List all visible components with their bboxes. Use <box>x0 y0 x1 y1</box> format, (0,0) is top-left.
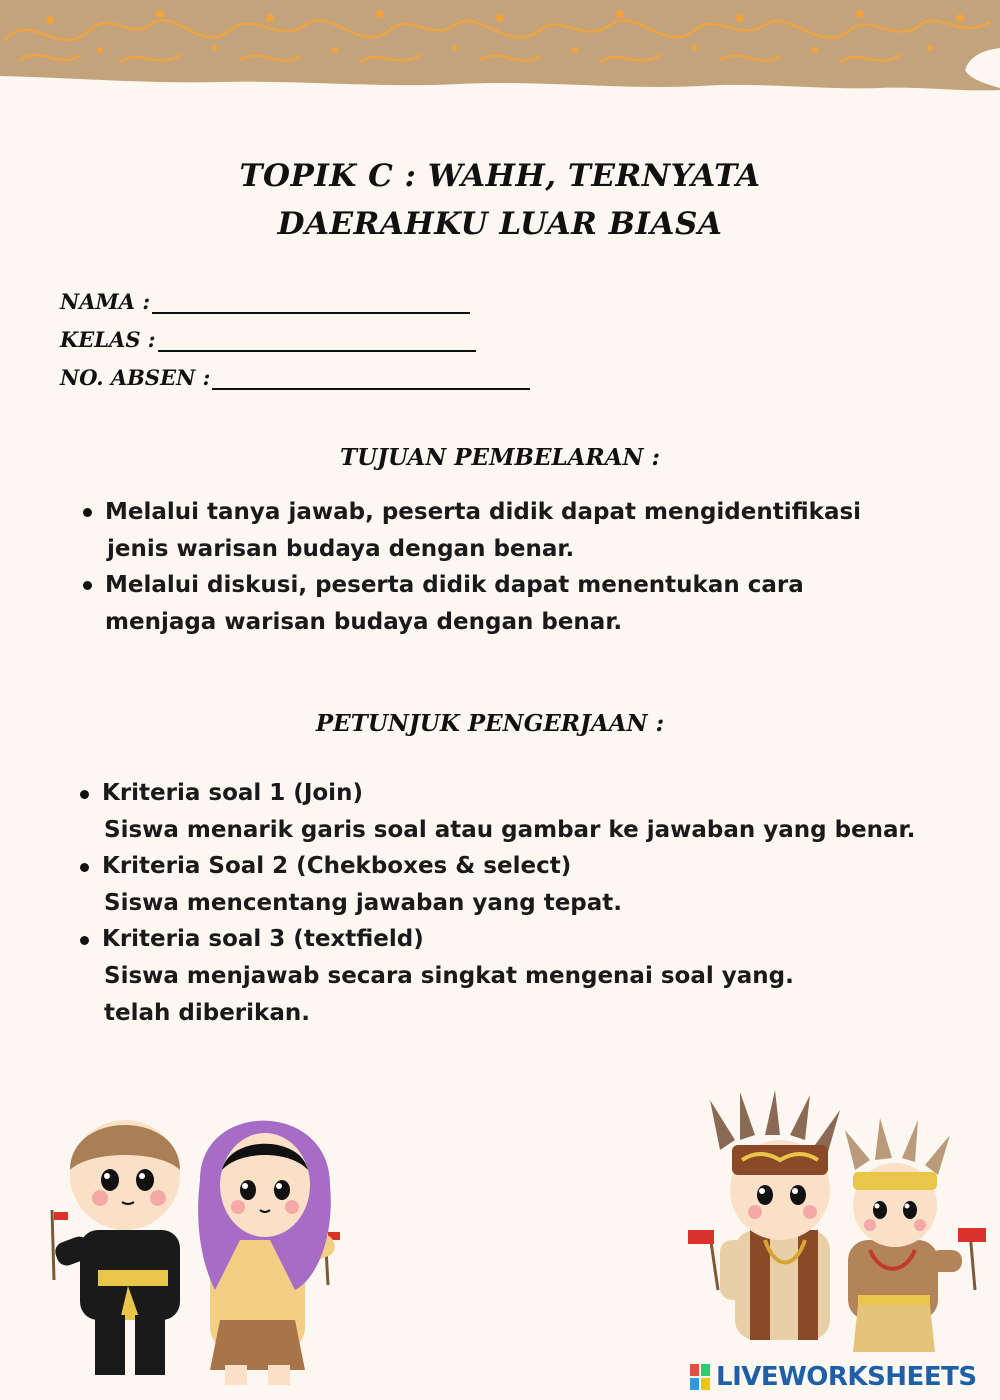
petunjuk-item-1-desc: Siswa menarik garis soal atau gambar ke jawaban yang benar. <box>104 817 916 843</box>
bullet-dot <box>80 790 89 799</box>
tujuan-item-2-line1: Melalui diskusi, peserta didik dapat menentukan cara <box>105 572 804 598</box>
liveworksheets-logo-icon <box>690 1364 712 1390</box>
tujuan-item-1-line1: Melalui tanya jawab, peserta didik dapat mengidentifikasi <box>105 499 862 525</box>
watermark <box>690 1360 995 1394</box>
kelas-input-line[interactable] <box>158 328 476 352</box>
petunjuk-item-3-title: Kriteria soal 3 (textfield) <box>102 926 424 952</box>
kelas-label: KELAS : <box>60 327 156 352</box>
petunjuk-item-2-desc: Siswa mencentang jawaban yang tepat. <box>104 890 623 916</box>
absen-input-line[interactable] <box>212 366 530 390</box>
bullet-dot <box>83 581 92 590</box>
tujuan-heading: TUJUAN PEMBELARAN : <box>339 444 661 471</box>
kids-illustration-right <box>680 1090 1000 1360</box>
petunjuk-item-1-title: Kriteria soal 1 (Join) <box>102 780 363 806</box>
nama-field[interactable] <box>60 284 470 314</box>
tujuan-item-1-line2: jenis warisan budaya dengan benar. <box>107 536 575 562</box>
absen-label: NO. ABSEN : <box>60 365 211 390</box>
page-title-line2: DAERAHKU LUAR BIASA <box>277 206 723 242</box>
absen-field[interactable] <box>60 360 530 390</box>
bullet-dot <box>80 863 89 872</box>
kelas-field[interactable] <box>60 322 476 352</box>
petunjuk-item-2-title: Kriteria Soal 2 (Chekboxes & select) <box>102 853 572 879</box>
tujuan-item-2-line2: menjaga warisan budaya dengan benar. <box>105 609 623 635</box>
nama-input-line[interactable] <box>152 290 470 314</box>
kids-illustration-left <box>40 1090 340 1390</box>
bullet-dot <box>83 508 92 517</box>
nama-label: NAMA : <box>60 289 151 314</box>
petunjuk-heading: PETUNJUK PENGERJAAN : <box>315 710 665 737</box>
decorative-banner <box>0 0 1000 100</box>
page-title-line1: TOPIK C : WAHH, TERNYATA <box>239 158 761 194</box>
bullet-dot <box>80 936 89 945</box>
watermark-text: LIVEWORKSHEETS <box>716 1362 977 1392</box>
petunjuk-item-3-desc-line2: telah diberikan. <box>104 1000 310 1026</box>
petunjuk-item-3-desc-line1: Siswa menjawab secara singkat mengenai soal yang. <box>104 963 794 989</box>
